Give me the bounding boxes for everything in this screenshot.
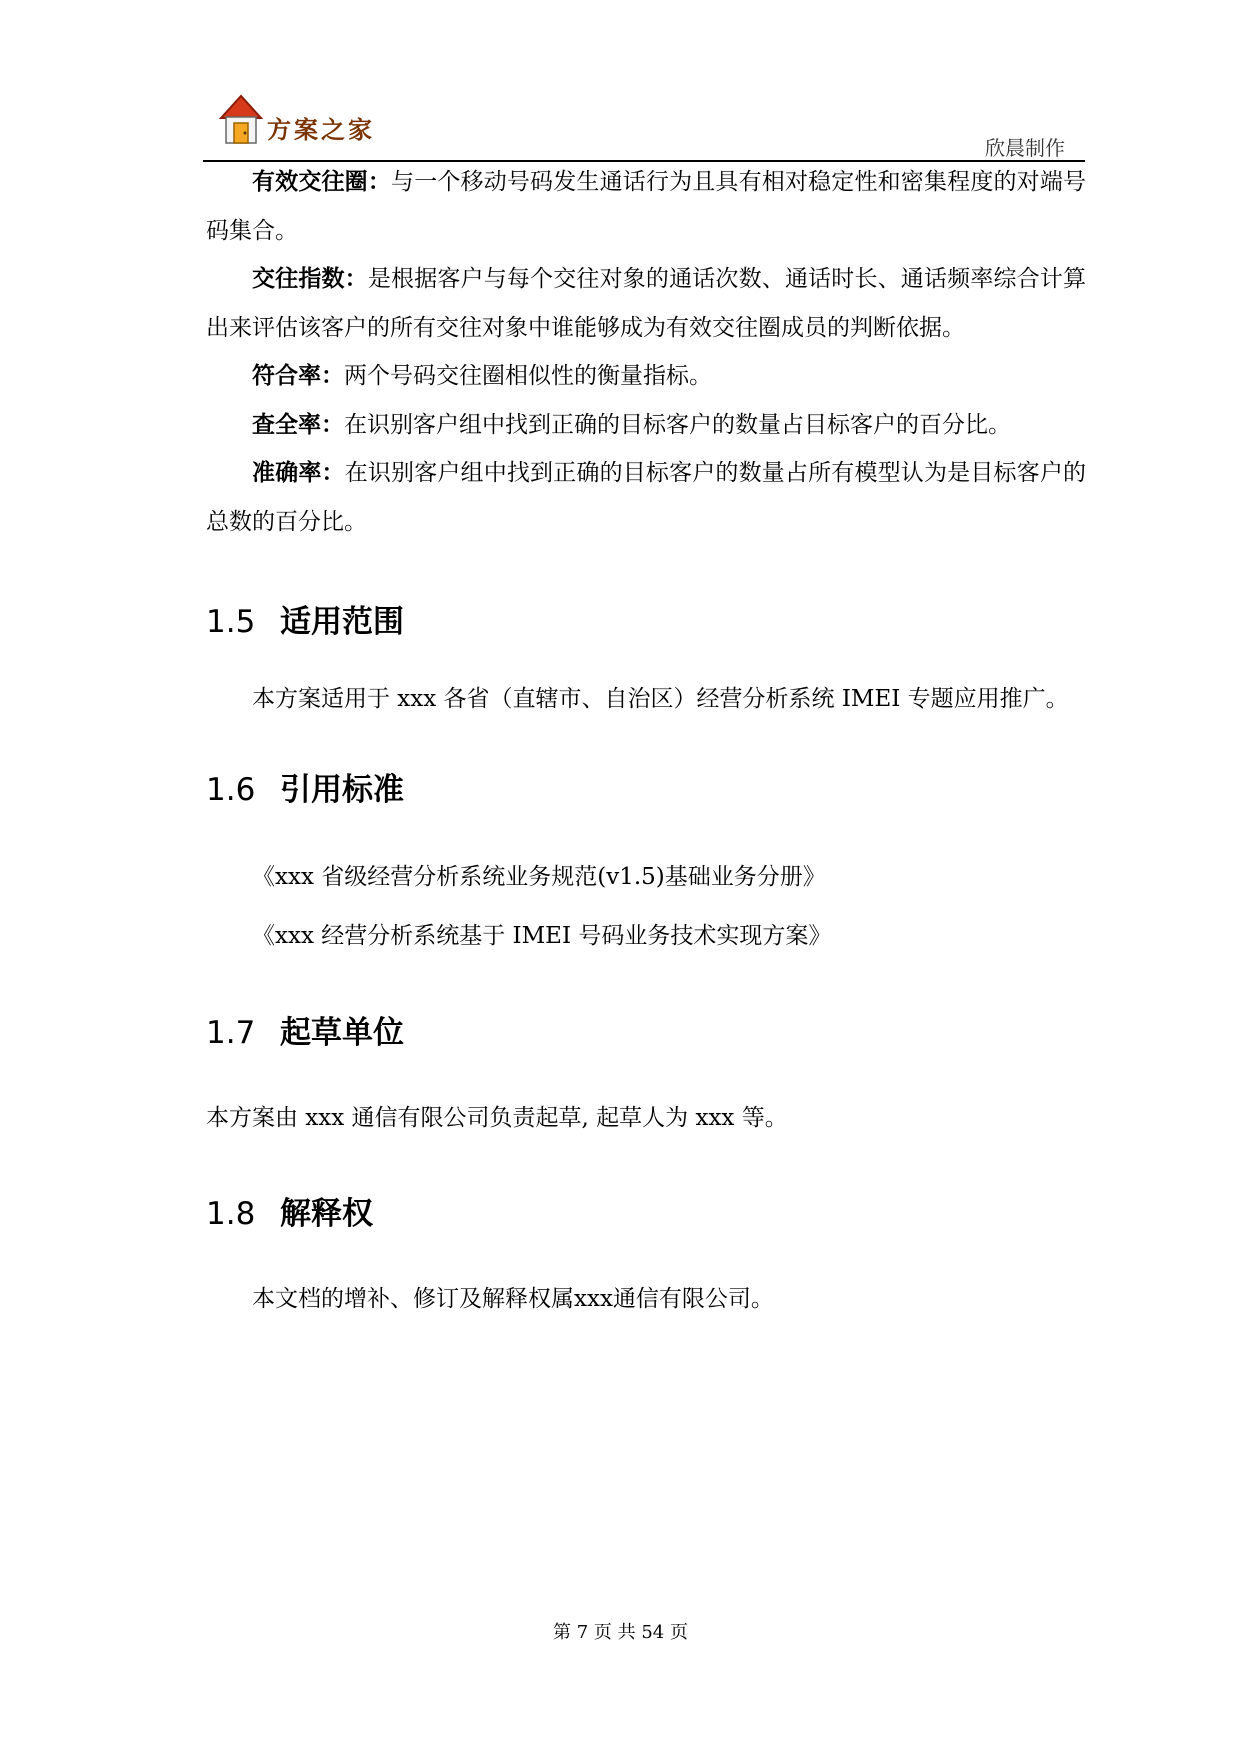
definition-text: 两个号码交往圈相似性的衡量指标。 bbox=[344, 363, 712, 389]
section-heading bbox=[206, 764, 1086, 809]
section-paragraph: 本方案适用于 xxx 各省（直辖市、自治区）经营分析系统 IMEI 专题应用推广。 bbox=[252, 686, 1069, 712]
house-icon bbox=[217, 90, 265, 148]
definition-text: 在识别客户组中找到正确的目标客户的数量占目标客户的百分比。 bbox=[344, 411, 1011, 438]
definition-text: 与一个移动号码发生通话行为且具有相对稳定性和密集程度的对端号码集合。 bbox=[206, 169, 1087, 244]
definition-term: 有效交往圈： bbox=[252, 169, 392, 195]
header-author: 欣晨制作 bbox=[985, 136, 1065, 160]
definition-term: 符合率： bbox=[252, 363, 344, 389]
section-number: 1.8 bbox=[206, 1196, 256, 1232]
definition-text: 是根据客户与每个交往对象的通话次数、通话时长、通话频率综合计算出来评估该客户的所有交往对象中谁能够成为有效交往圈成员的判断依据。 bbox=[206, 266, 1087, 341]
definition-paragraph bbox=[206, 352, 1086, 401]
logo-text: 方案之家 bbox=[267, 116, 375, 144]
section-title: 起草单位 bbox=[280, 1014, 404, 1051]
section-heading bbox=[206, 1007, 1086, 1052]
definition-term: 准确率： bbox=[252, 460, 345, 486]
definition-paragraph bbox=[206, 449, 1086, 546]
section-title: 引用标准 bbox=[280, 771, 404, 808]
section-paragraph: 本文档的增补、修订及解释权属xxx通信有限公司。 bbox=[252, 1286, 774, 1312]
definition-term: 查全率： bbox=[252, 411, 344, 438]
section-heading bbox=[206, 596, 1086, 641]
definition-term: 交往指数： bbox=[252, 266, 368, 292]
reference-item: 《xxx 省级经营分析系统业务规范(v1.5)基础业务分册》 bbox=[252, 863, 826, 890]
section-title: 适用范围 bbox=[280, 604, 404, 640]
section-paragraph: 本方案由 xxx 通信有限公司负责起草, 起草人为 xxx 等。 bbox=[206, 1104, 788, 1131]
page-header bbox=[203, 88, 1085, 162]
definition-text: 在识别客户组中找到正确的目标客户的数量占所有模型认为是目标客户的总数的百分比。 bbox=[206, 460, 1087, 535]
section-title: 解释权 bbox=[280, 1196, 373, 1232]
section-number: 1.5 bbox=[206, 604, 256, 640]
page-footer: 第 7 页 共 54 页 bbox=[553, 1622, 688, 1643]
definition-paragraph bbox=[206, 255, 1086, 352]
document-body bbox=[206, 158, 1086, 1324]
logo bbox=[217, 90, 382, 148]
definition-paragraph bbox=[206, 401, 1086, 450]
definition-paragraph bbox=[206, 158, 1086, 255]
reference-item: 《xxx 经营分析系统基于 IMEI 号码业务技术实现方案》 bbox=[252, 922, 832, 949]
section-heading bbox=[206, 1188, 1086, 1233]
section-number: 1.7 bbox=[206, 1014, 256, 1051]
section-number: 1.6 bbox=[206, 771, 256, 808]
